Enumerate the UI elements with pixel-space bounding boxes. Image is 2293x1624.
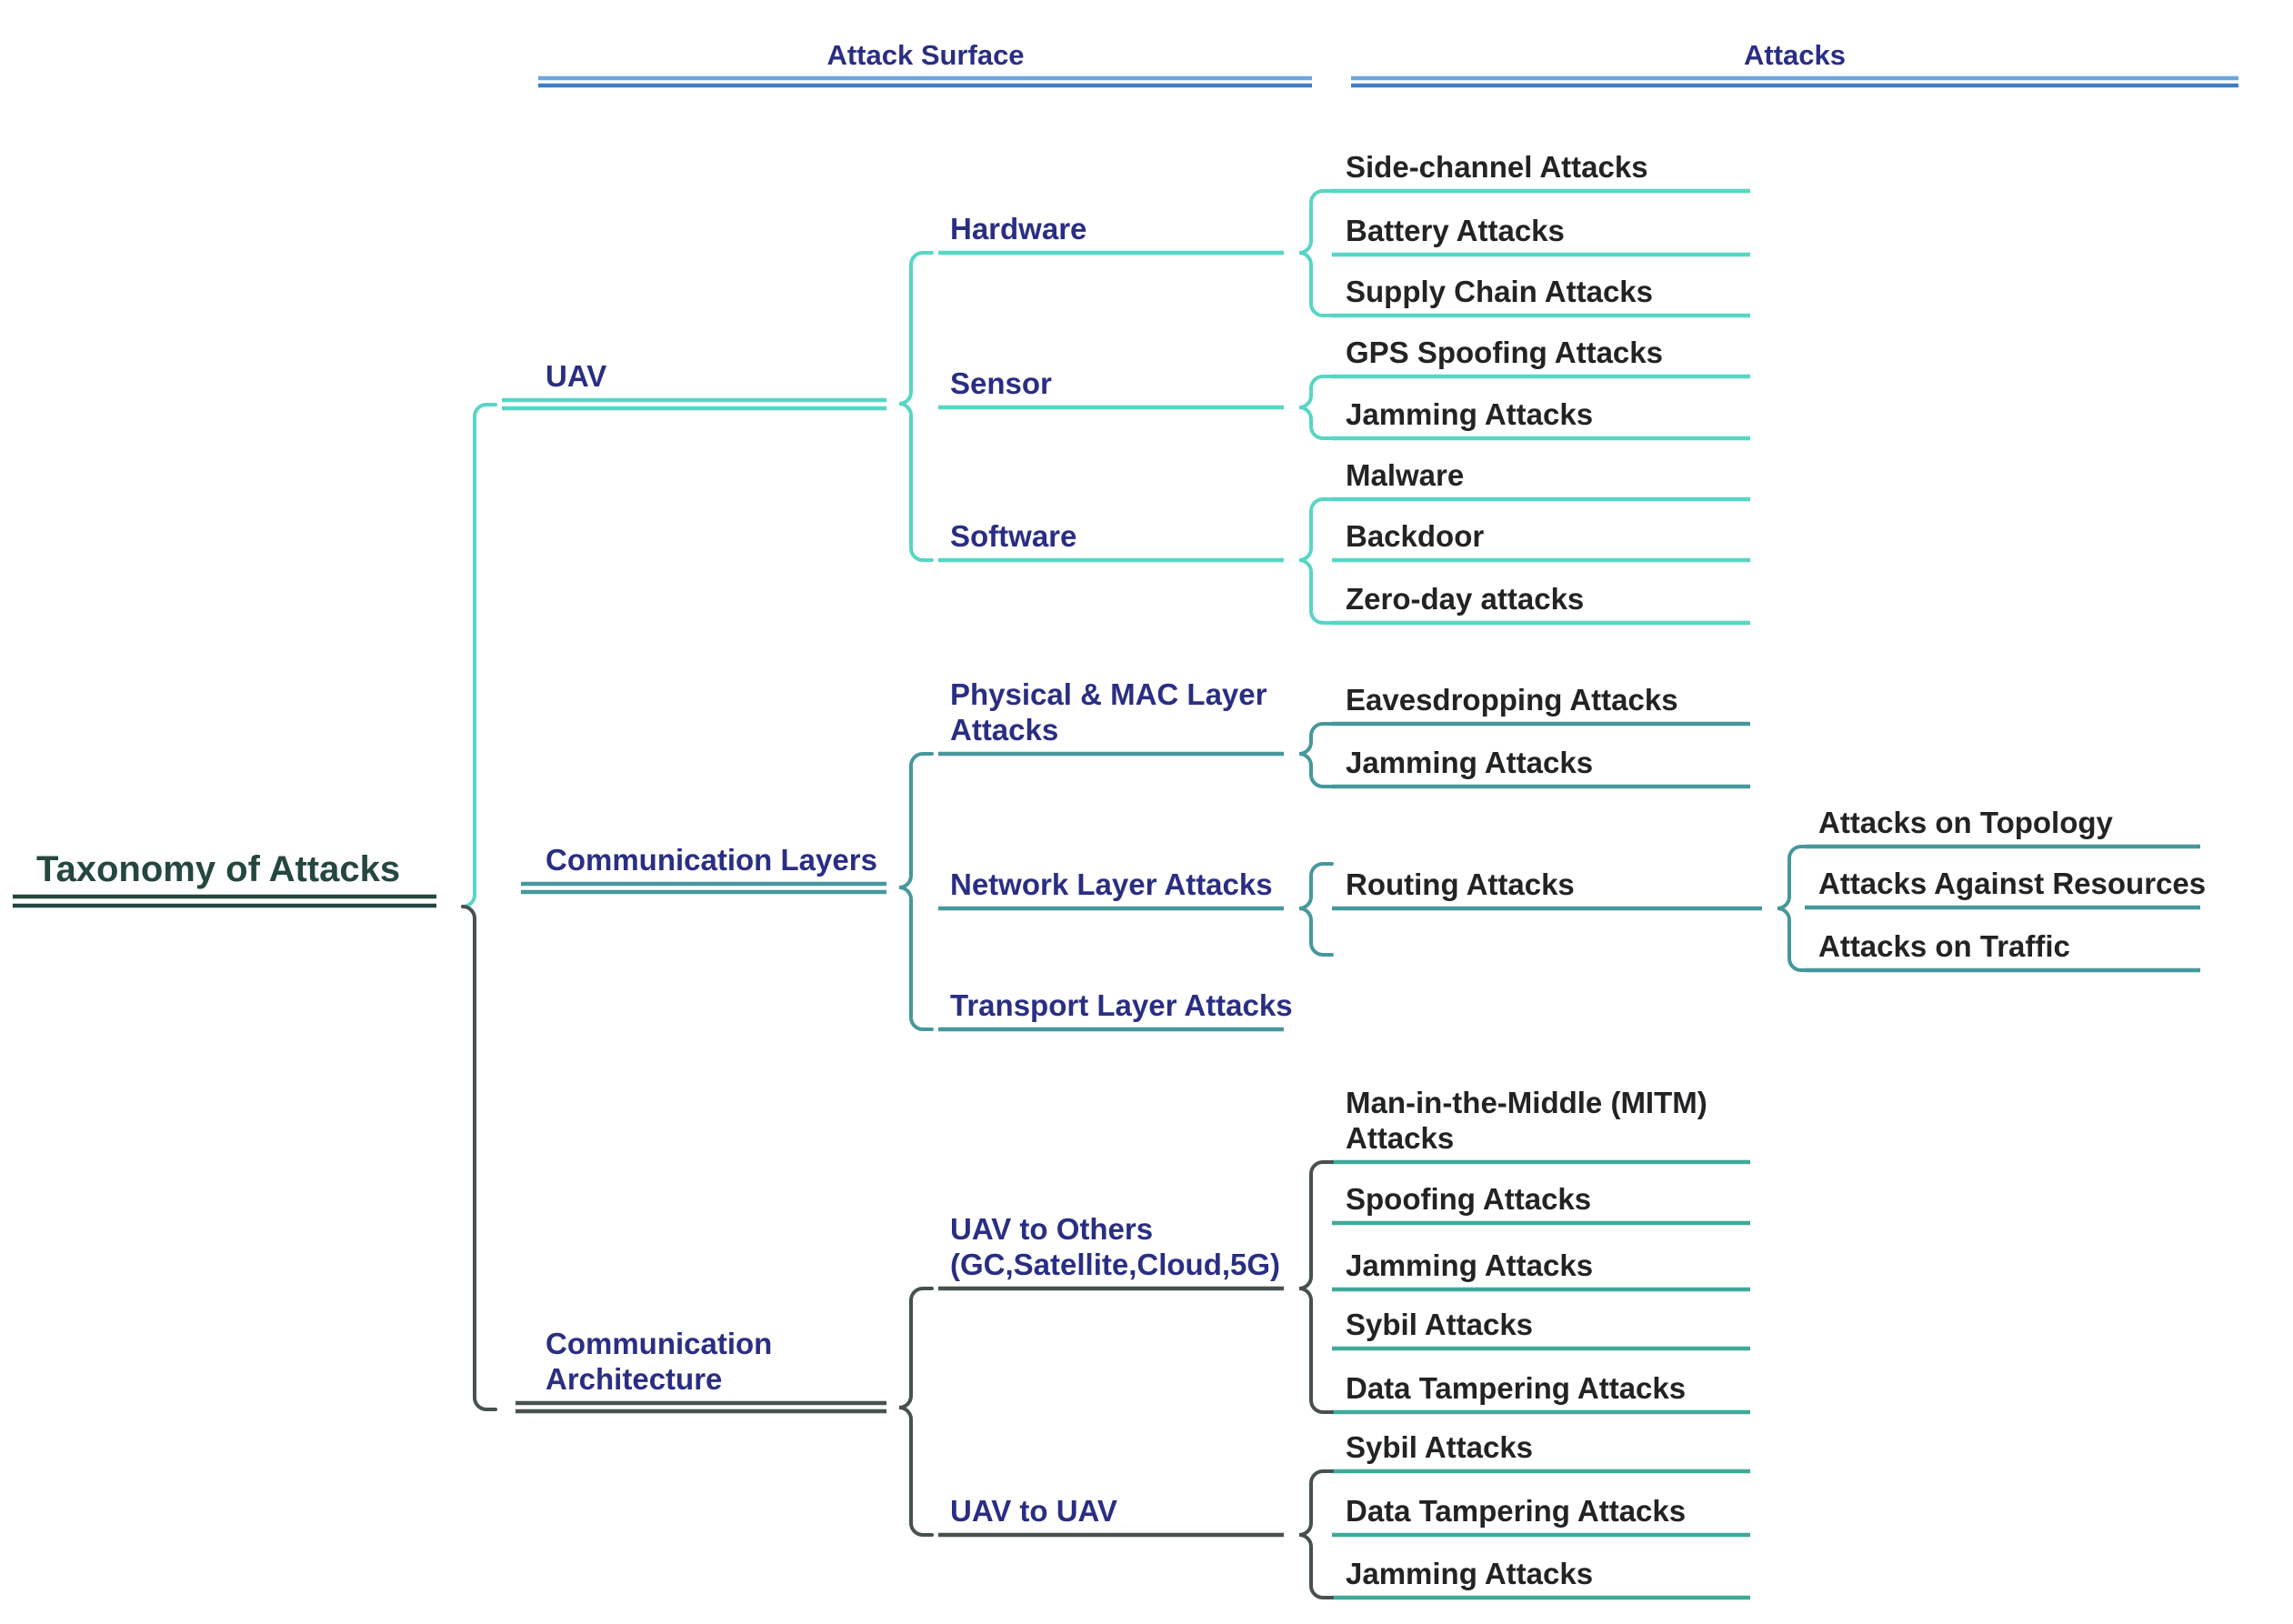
brace-connector (1299, 1471, 1332, 1598)
attack-gps-spoofing: GPS Spoofing Attacks (1346, 336, 1663, 370)
attack-resources: Attacks Against Resources (1818, 867, 2207, 901)
surface-transport-layer: Transport Layer Attacks (950, 988, 1293, 1023)
surface-physical-mac-layer: Physical & MAC Layer Attacks (950, 677, 1267, 747)
attack-jamming-uav: Jamming Attacks (1346, 1557, 1594, 1591)
attack-data-tampering-others: Data Tampering Attacks (1346, 1371, 1687, 1406)
brace-connector (899, 754, 932, 1029)
attack-battery: Battery Attacks (1346, 214, 1565, 248)
attack-topology: Attacks on Topology (1818, 806, 2113, 840)
root-title: Taxonomy of Attacks (36, 848, 401, 889)
brace-connector (1299, 191, 1332, 316)
surface-uav-to-uav: UAV to UAV (950, 1494, 1117, 1529)
attack-jamming-phys: Jamming Attacks (1346, 746, 1594, 780)
branch-communication-layers: Communication Layers (546, 843, 877, 877)
attack-eavesdropping: Eavesdropping Attacks (1346, 683, 1678, 717)
attack-traffic: Attacks on Traffic (1818, 929, 2070, 964)
attack-jamming-others: Jamming Attacks (1346, 1248, 1594, 1283)
attack-zero-day: Zero-day attacks (1346, 582, 1585, 617)
column-header-attack-surface: Attack Surface (826, 39, 1025, 72)
brace-connector (1299, 376, 1332, 438)
attack-sybil-others: Sybil Attacks (1346, 1308, 1534, 1342)
column-header-attacks: Attacks (1744, 39, 1846, 72)
root-brace-upper (463, 405, 496, 907)
attack-side-channel: Side-channel Attacks (1346, 150, 1648, 185)
brace-connector (1299, 1162, 1332, 1412)
surface-software: Software (950, 519, 1077, 554)
surface-sensor: Sensor (950, 366, 1052, 401)
attack-backdoor: Backdoor (1346, 519, 1485, 554)
brace-connector (1299, 499, 1332, 623)
attack-data-tampering-uav: Data Tampering Attacks (1346, 1494, 1687, 1529)
brace-connector (899, 1288, 932, 1535)
root-brace-lower (463, 907, 496, 1409)
attack-spoofing: Spoofing Attacks (1346, 1182, 1592, 1217)
brace-connector (1299, 864, 1332, 955)
brace-connector (1299, 724, 1332, 787)
attack-sybil-uav: Sybil Attacks (1346, 1430, 1534, 1465)
surface-uav-to-others: UAV to Others (GC,Satellite,Cloud,5G) (950, 1212, 1281, 1282)
branch-uav: UAV (546, 359, 607, 394)
brace-connector (899, 253, 932, 560)
attack-mitm: Man-in-the-Middle (MITM) Attacks (1346, 1086, 1707, 1156)
attack-supply-chain: Supply Chain Attacks (1346, 275, 1654, 309)
attack-malware: Malware (1346, 458, 1465, 493)
attack-routing: Routing Attacks (1346, 867, 1575, 902)
attack-jamming-sensor: Jamming Attacks (1346, 397, 1594, 432)
branch-communication-architecture: Communication Architecture (546, 1327, 773, 1397)
surface-hardware: Hardware (950, 212, 1087, 246)
surface-network-layer: Network Layer Attacks (950, 867, 1273, 902)
